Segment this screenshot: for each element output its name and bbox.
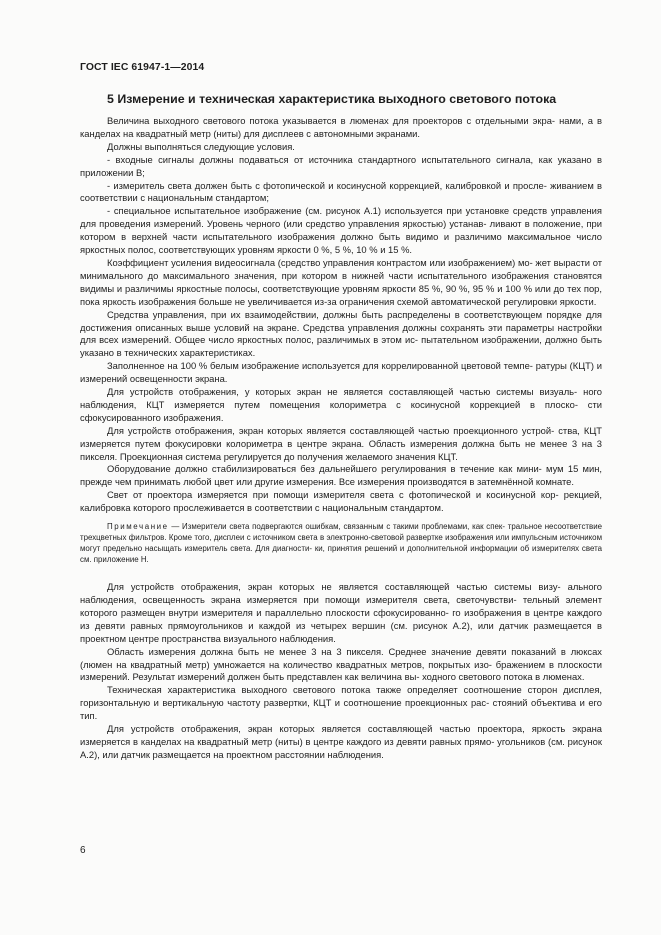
list-item: - измеритель света должен быть с фотопической и косинусной коррекцией, калибровкой и просле- живанием в соответствии с национальным стандартом; [80, 179, 602, 204]
paragraph: Область измерения должна быть не менее 3 на 3 пикселя. Среднее значение девяти показаний в люксах (люмен на квадратный метр) умножается на количество квадратных метров, покрытых изо- бражением в плоскости измерений. Результат измерений должен быть представлен как величина вы- ходного светового потока в люменах. [80, 645, 602, 683]
paragraph: Величина выходного светового потока указывается в люменах для проекторов с отдельными экра- нами, а в канделах на квадратный метр (ниты) для дисплеев с автономными экранами. [80, 115, 602, 139]
paragraph: Коэффициент усиления видеосигнала (средство управления контрастом или изображением) мо- жет вырасти от минимального до максимального значения, при котором в нижней части испытательного изображения становятся видимы и различимы яркостные полосы, соответствующие уровням яркости 85 %, 90 %, 95 % и 100 % или до тех пор, пока яркость изображения больше не увеличивается из-за ограничения схемой автоматической регулировки яркости. [80, 256, 602, 307]
paragraph: Оборудование должно стабилизироваться без дальнейшего регулирования в течение как мини- мум 15 мин, прежде чем принимать любой цвет или другие измерения. Все измерения производятся в затемнённой комнате. [80, 463, 602, 488]
note [80, 521, 602, 565]
document-header: ГОСТ IEC 61947-1—2014 [80, 62, 205, 73]
paragraph: Техническая характеристика выходного светового потока также определяет соотношение сторон дисплея, горизонтальную и вертикальную частоту развертки, КЦТ и соотношение проекционных рас- стояний объектива и его тип. [80, 684, 602, 722]
paragraph: Для устройств отображения, у которых экран не является составляющей частью системы визуаль- ного наблюдения, КЦТ измеряется путем помещения колориметра с косинусной коррекцией в плоско- сти сфокусированного изображения. [80, 386, 602, 423]
list-item: - специальное испытательное изображение (см. рисунок А.1) используется при установке средств управления для проведения измерений. Уровень черного (или средство управления яркостью) устанав- ливают в положение, при котором в верхней части испытательного изображения должно быть видимо и различимо максимальное число яркостных полос, соответствующих уровням яркости 0 %, 5 %, 10 % и 15 %. [80, 205, 602, 256]
section-title: 5 Измерение и техническая характеристика выходного светового потока [107, 92, 557, 106]
paragraph: Средства управления, при их взаимодействии, должны быть распределены в соответствующем порядке для достижения описанных выше условий на экране. Средства управления должны сохранять эти параметры настройки для всех измерений. Общее число яркостных полос, различимых в этом ис- пытательном изображении, должно быть указано в технических характеристиках. [80, 308, 602, 359]
paragraph: Должны выполняться следующие условия. [107, 140, 295, 152]
list-item: - входные сигналы должны подаваться от источника стандартного испытательного сигнала, как указано в приложении В; [80, 153, 602, 178]
note-label: Примечание [107, 522, 169, 532]
paragraph: Заполненное на 100 % белым изображение используется для коррелированной цветовой темпе- ратуры (КЦТ) и измерений освещенности экрана. [80, 360, 602, 385]
note-text: — Измерители света подвергаются ошибкам, связанным с такими проблемами, как спек- тральное несоответствие трехцветных фильтров. Кроме того, дисплеи с источником света в электронно-световой развертке изображения или импульсным источником могут предельно насыщать измеритель света. Для диагности- ки, принятия решений и дополнительной информации об измерителях света см. приложение Н. [80, 522, 602, 565]
paragraph: Для устройств отображения, экран которых является составляющей частью проектора, яркость экрана измеряется в канделах на квадратный метр (ниты) в центре каждого из девяти равных прямо- угольников (см. рисунок А.2), или датчик размещается на проектном расстоянии наблюдения. [80, 723, 602, 760]
paragraph: Для устройств отображения, экран которых не является составляющей частью системы визу- ального наблюдения, освещенность экрана измеряется при помощи измерителя света, светочувстви- тельный элемент которого размещен внутри измерителя и параллельно плоскости сфокусированно- го изображения в центре каждого из девяти равных прямоугольников и каждой из четырех вершин (см. рисунок А.2), или датчик размещается в проектном центре пространства визуального наблюдения. [80, 581, 602, 644]
body-text [80, 115, 602, 762]
paragraph: Свет от проектора измеряется при помощи измерителя света с фотопической и косинусной кор- рекцией, калибровка которого прослеживается в соответствии с национальным стандартом. [80, 489, 602, 514]
page-number: 6 [80, 845, 86, 856]
paragraph: Для устройств отображения, экран которых является составляющей частью проекционного устрой- ства, КЦТ измеряется путем фокусировки колориметра в центре экрана. Область измерения должна быть не менее 3 на 3 пикселя. Проекционная система регулируется до получения желаемого значения КЦТ. [80, 424, 602, 462]
